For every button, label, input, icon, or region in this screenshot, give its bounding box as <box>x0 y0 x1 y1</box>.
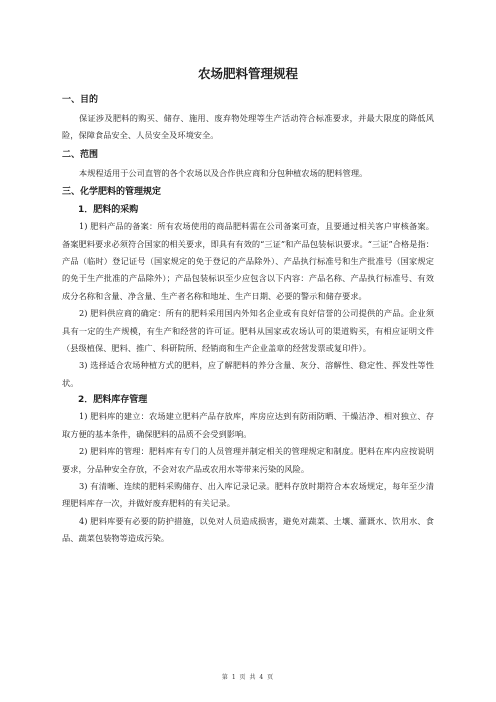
storage-paragraph-3: 3) 有清晰、连续的肥料采购储存、出入库记录记录。肥料存放时期符合本农场规定，每年至少清理肥料库存一次，并做好废弃肥料的有关记录。 <box>62 480 434 509</box>
section-scope-heading: 二、范围 <box>62 149 99 160</box>
storage-paragraph-1: 1) 肥料库的建立：农场建立肥料产品存放库，库房应达到有防雨防晒、干燥洁净、相对独立、存取方便的基本条件，确保肥料的品质不会受到影响。 <box>62 411 434 439</box>
purchase-paragraph-1: 1) 肥料产品的备案：所有农场使用的商品肥料需在公司备案可查，且要通过相关客户审核备案。备案肥料要求必须符合国家的相关要求，即具有有效的“三证”和产品包装标识要求。“三证”合格是指：产品（临时）登记证号（国家规定的免于登记的产品除外）、产品执行标准号和生产批准号（国家规定的免于生产批准的产品除外）；产品包装标识至少应包含以下内容：产品名称、产品执行标准号、有效成分名称和含量、净含量、生产者名称和地址、生产日期、必要的警示和储存要求。 <box>62 221 434 301</box>
document-title: 农场肥料管理规程 <box>197 66 298 81</box>
storage-paragraph-4: 4) 肥料库要有必要的防护措施，以免对人员造成损害，避免对蔬菜、土壤、灌溉水、饮用水、食品、蔬菜包装物等造成污染。 <box>62 515 434 544</box>
section-fertilizer-heading: 三、化学肥料的管理规定 <box>62 187 162 198</box>
purchase-paragraph-2: 2) 肥料供应商的确定：所有的肥料采用国内外知名企业或有良好信誉的公司提供的产品。企业须具有一定的生产规模，有生产和经营的许可证。肥料从国家或农场认可的渠道购买，有相应证明文件（县级植保、肥料、推广、科研院所、经销商和生产企业盖章的经营发票或复印件）。 <box>62 308 434 354</box>
section-purpose-text: 保证涉及肥料的购买、储存、施用、废弃物处理等生产活动符合标准要求，并最大限度的降低风险，保障食品安全、人员安全及环境安全。 <box>62 113 434 141</box>
subsection-storage-heading: 2．肥料库存管理 <box>78 395 148 406</box>
subsection-purchase-heading: 1．肥料的采购 <box>78 205 139 216</box>
section-purpose-heading: 一、目的 <box>62 95 99 105</box>
storage-paragraph-2: 2) 肥料库的管理：肥料库有专门的人员管理并制定相关的管理规定和制度。肥料在库内应按说明要求，分品种安全存放，不会对农产品或农用水等带来污染的风险。 <box>62 446 434 474</box>
purchase-paragraph-3: 3) 选择适合农场种植方式的肥料，应了解肥料的养分含量、灰分、溶解性、稳定性、挥发性等性状。 <box>62 360 434 388</box>
page-footer: 第 1 页 共 4 页 <box>221 674 275 681</box>
section-scope-text: 本规程适用于公司直管的各个农场以及合作供应商和分包种植农场的肥料管理。 <box>79 167 368 178</box>
document-page <box>62 64 434 548</box>
